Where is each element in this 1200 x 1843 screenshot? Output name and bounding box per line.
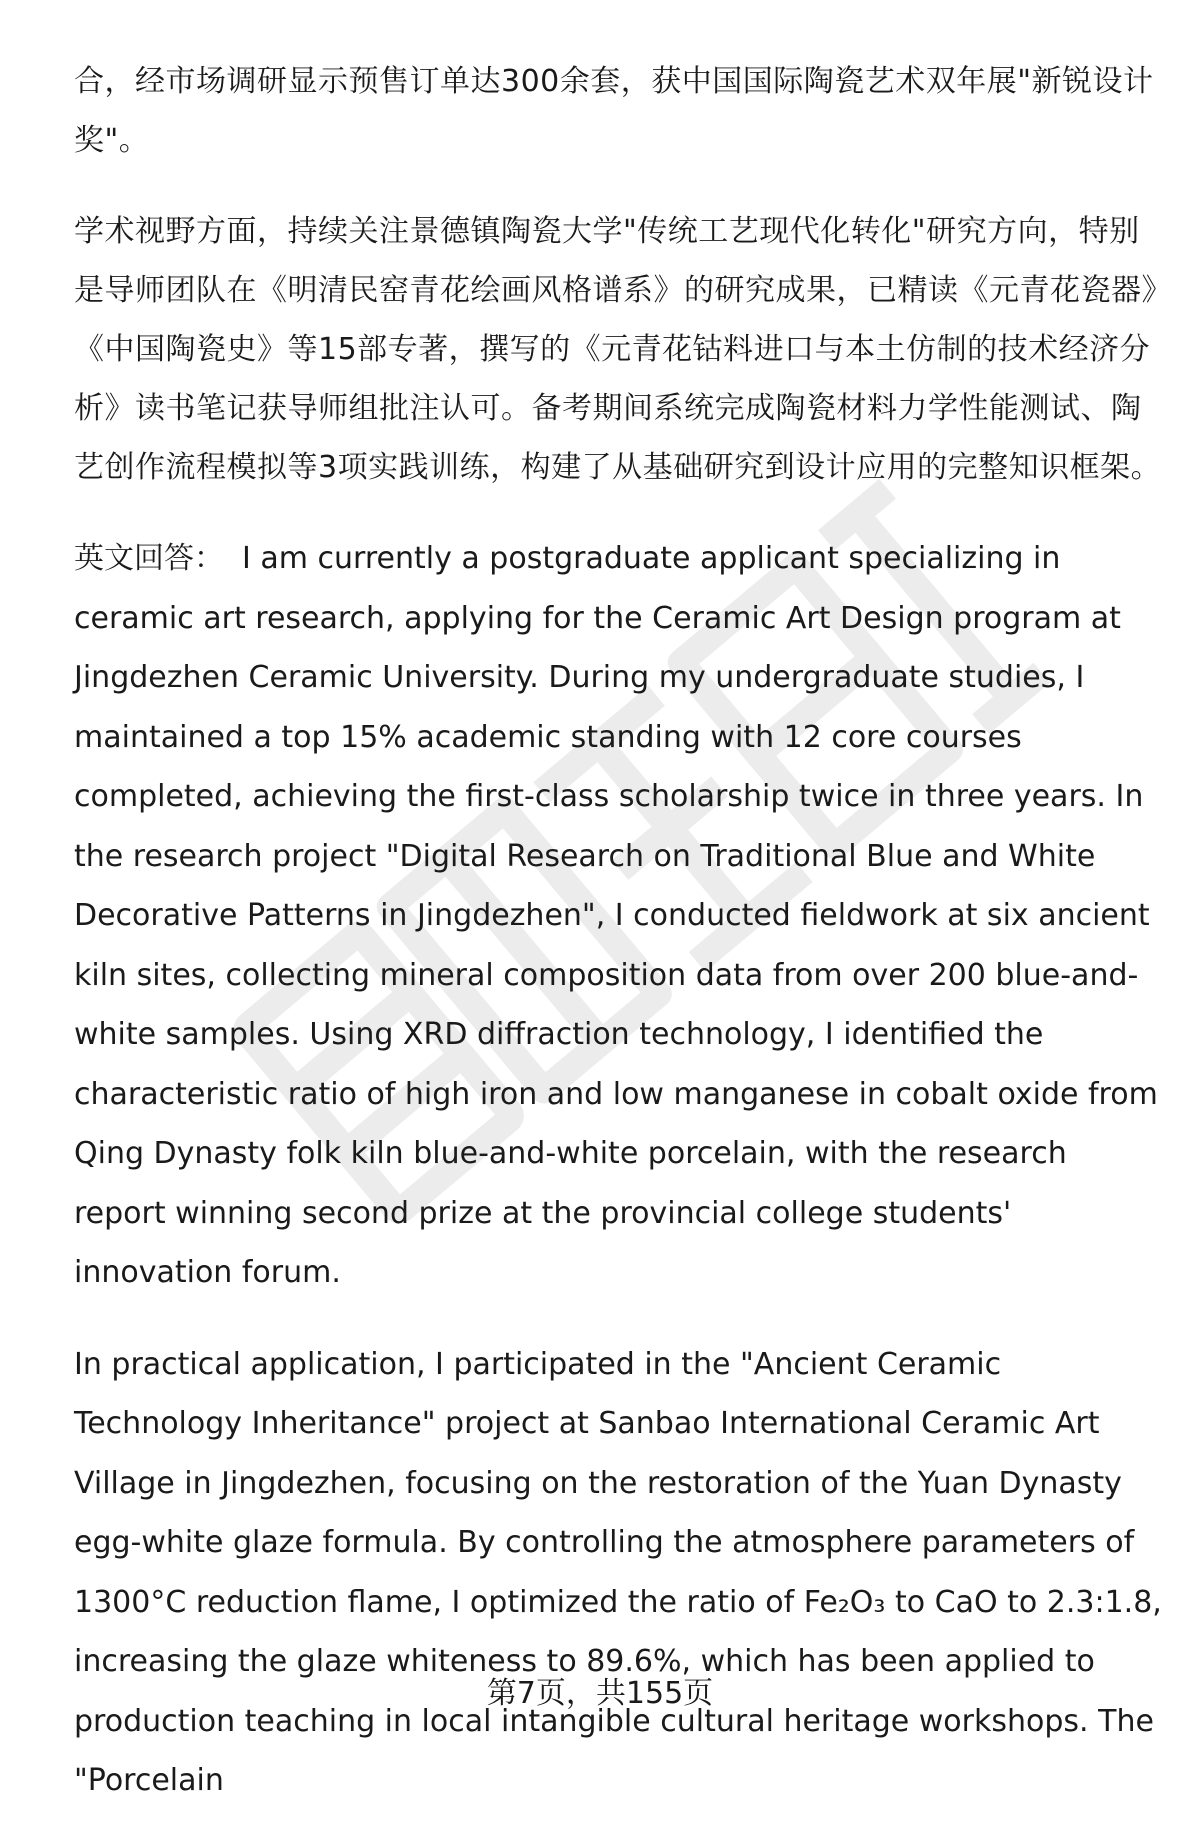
english-answer-label: 英文回答： [74,541,224,576]
paragraph-practical-application: In practical application, I participated in the "Ancient Ceramic Technology Inheritance" project at Sanbao International Ceramic Art Village in Jingdezhen, focusing on the restoration of the Yuan Dynasty egg-white glaze formula. By controlling the atmosphere parameters of 1300°C reduction flame, I optimized the ratio of Fe₂O₃ to CaO to 2.3:1.8, increasing the glaze whiteness to 89.6%, which has been applied to production teaching in local intangible cultural heritage workshops. The "Porcelain [74,1346,1162,1798]
paragraph-english-answer [74,529,1164,1303]
paragraph-award: 合，经市场调研显示预售订单达300余套，获中国国际陶瓷艺术双年展"新锐设计奖"。 [74,64,1154,158]
paragraph-academic-vision: 学术视野方面，持续关注景德镇陶瓷大学"传统工艺现代化转化"研究方向，特别是导师团队在《明清民窑青花绘画风格谱系》的研究成果，已精读《元青花瓷器》《中国陶瓷史》等15部专著，撰写的《元青花钴料进口与本土仿制的技术经济分析》读书笔记获导师组批注认可。备考期间系统完成陶瓷材料力学性能测试、陶艺创作流程模拟等3项实践训练，构建了从基础研究到设计应用的完整知识框架。 [74,214,1162,485]
document-body [74,52,1164,1843]
english-answer-text: I am currently a postgraduate applicant specializing in ceramic art research, applying for the Ceramic Art Design program at Jingdezhen Ceramic University. During my undergraduate studies, I maintained a top 15% academic standing with 12 core courses completed, achieving the first-class scholarship twice in three years. In the research project "Digital Research on Traditional Blue and White Decorative Patterns in Jingdezhen", I conducted fieldwork at six ancient kiln sites, collecting mineral composition data from over 200 blue-and-white samples. Using XRD diffraction technology, I identified the characteristic ratio of high iron and low manganese in cobalt oxide from Qing Dynasty folk kiln blue-and-white porcelain, with the research report winning second prize at the provincial college students' innovation forum. [74,541,1158,1290]
page-number: 第7页，共155页 [486,1676,714,1711]
